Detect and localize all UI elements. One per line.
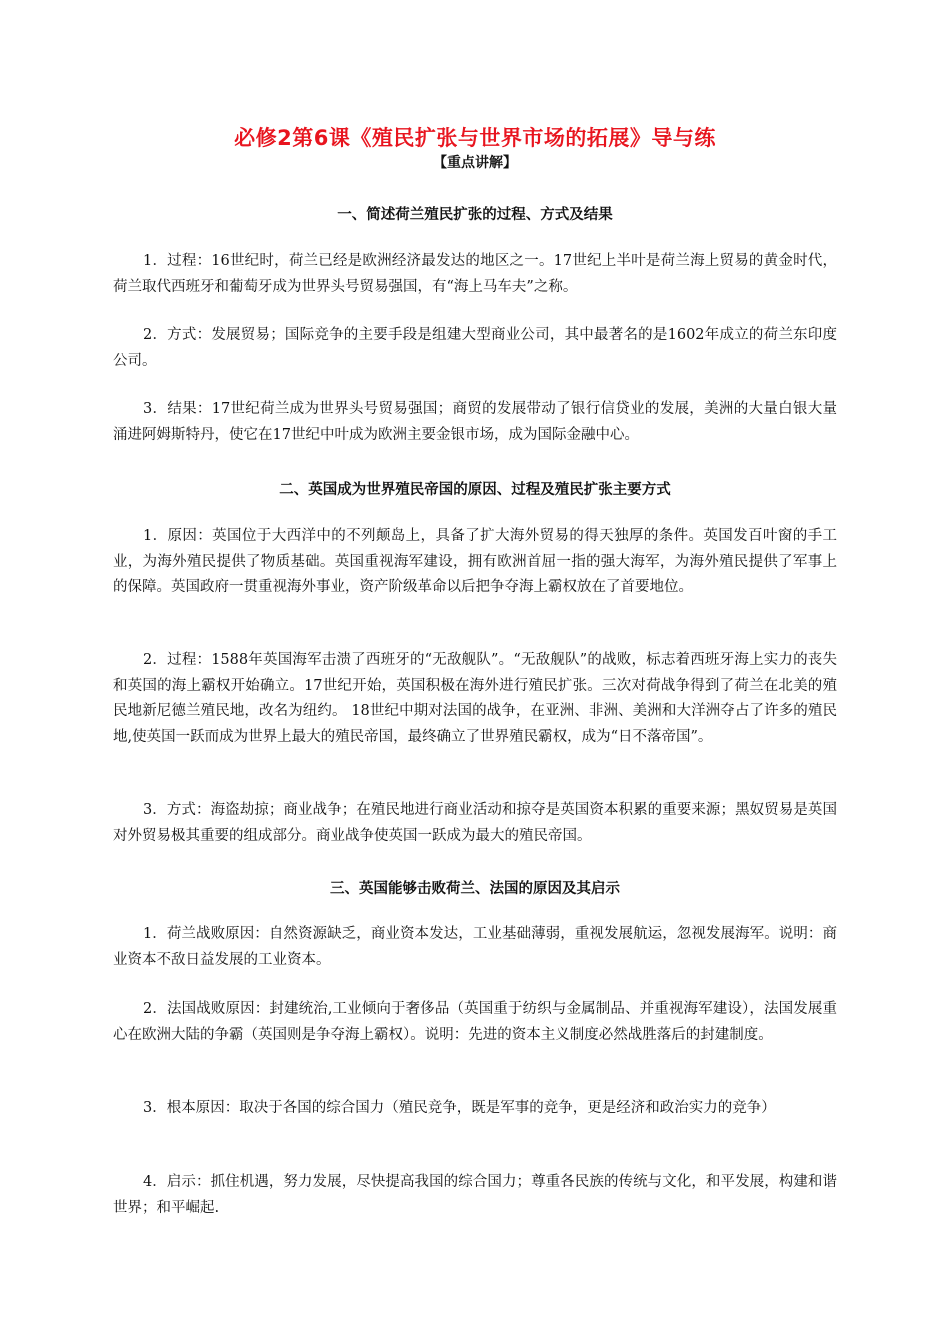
section-1-paragraph-1: 1．过程：16世纪时，荷兰已经是欧洲经济最发达的地区之一。17世纪上半叶是荷兰海上贸易的黄金时代，荷兰取代西班牙和葡萄牙成为世界头号贸易强国，有“海上马车夫”之称。	[113, 253, 837, 295]
document-subtitle: 【重点讲解】	[433, 155, 517, 171]
document-title: 必修2第6课《殖民扩张与世界市场的拓展》导与练	[234, 126, 716, 150]
section-heading-2: 二、英国成为世界殖民帝国的原因、过程及殖民扩张主要方式	[279, 482, 671, 498]
section-3-paragraph-2: 2．法国战败原因：封建统治,工业倾向于奢侈品（英国重于纺织与金属制品、并重视海军建设），法国发展重心在欧洲大陆的争霸（英国则是争夺海上霸权）。说明：先进的资本主义制度必然战胜落后的封建制度。	[113, 1001, 837, 1043]
section-1-paragraph-2: 2．方式：发展贸易；国际竞争的主要手段是组建大型商业公司，其中最著名的是1602年成立的荷兰东印度公司。	[113, 327, 837, 369]
section-heading-3: 三、英国能够击败荷兰、法国的原因及其启示	[330, 881, 620, 897]
section-2-paragraph-3: 3．方式：海盗劫掠；商业战争；在殖民地进行商业活动和掠夺是英国资本积累的重要来源；黑奴贸易是英国对外贸易极其重要的组成部分。商业战争使英国一跃成为最大的殖民帝国。	[113, 802, 837, 844]
section-2-paragraph-2: 2．过程：1588年英国海军击溃了西班牙的“无敌舰队”。“无敌舰队”的战败，标志着西班牙海上实力的丧失和英国的海上霸权开始确立。17世纪开始，英国积极在海外进行殖民扩张。三次对荷战争得到了荷兰在北美的殖民地新尼德兰殖民地，改名为纽约。 18世纪中期对法国的战争，在亚洲、非洲、美洲和大洋洲夺占了许多的殖民地,使英国一跃而成为世界上最大的殖民帝国，最终确立了世界殖民霸权，成为“日不落帝国”。	[113, 652, 837, 745]
section-1-paragraph-3: 3．结果：17世纪荷兰成为世界头号贸易强国；商贸的发展带动了银行信贷业的发展，美洲的大量白银大量涌进阿姆斯特丹，使它在17世纪中叶成为欧洲主要金银市场，成为国际金融中心。	[113, 401, 838, 443]
section-heading-1: 一、简述荷兰殖民扩张的过程、方式及结果	[337, 207, 613, 223]
section-3-paragraph-3: 3．根本原因：取决于各国的综合国力（殖民竞争，既是军事的竞争，更是经济和政治实力的竞争）	[143, 1100, 776, 1116]
section-2-paragraph-1: 1．原因：英国位于大西洋中的不列颠岛上，具备了扩大海外贸易的得天独厚的条件。英国发百叶窗的手工业，为海外殖民提供了物质基础。英国重视海军建设，拥有欧洲首屈一指的强大海军，为海外殖民提供了军事上的保障。英国政府一贯重视海外事业，资产阶级革命以后把争夺海上霸权放在了首要地位。	[113, 528, 837, 595]
section-3-paragraph-1: 1．荷兰战败原因：自然资源缺乏，商业资本发达，工业基础薄弱，重视发展航运，忽视发展海军。说明：商业资本不敌日益发展的工业资本。	[113, 926, 837, 968]
section-3-paragraph-4: 4．启示：抓住机遇，努力发展，尽快提高我国的综合国力；尊重各民族的传统与文化，和平发展，构建和谐世界；和平崛起.	[113, 1174, 837, 1216]
